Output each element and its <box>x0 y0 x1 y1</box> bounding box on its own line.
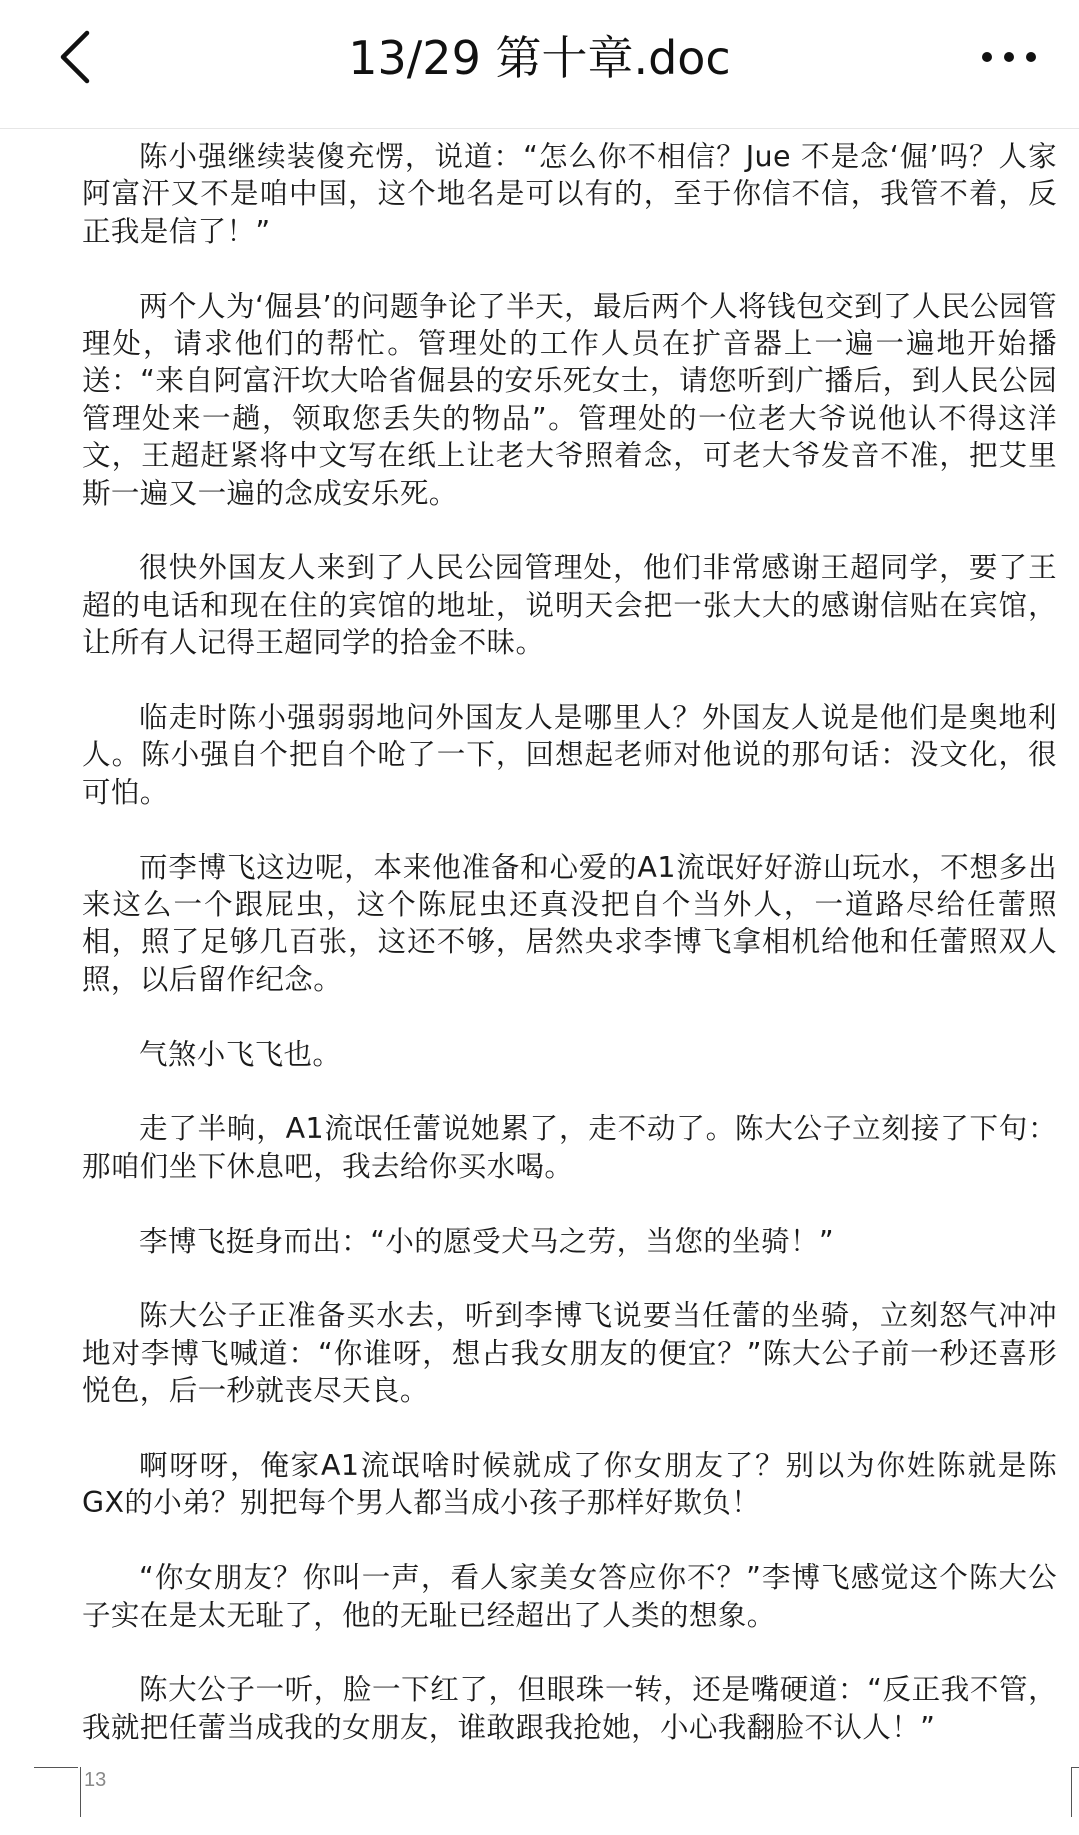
paragraph: 走了半晌，A1流氓任蕾说她累了，走不动了。陈大公子立刻接了下句：那咱们坐下休息吧，我去给你买水喝。 <box>82 1112 1057 1183</box>
more-options-button[interactable] <box>969 22 1049 92</box>
document-body[interactable] <box>82 138 1057 1784</box>
paragraph: 陈大公子一听，脸一下红了，但眼珠一转，还是嘴硬道：“反正我不管，我就把任蕾当成我的女朋友，谁敢跟我抢她，小心我翻脸不认人！” <box>82 1673 1057 1744</box>
paragraph: 啊呀呀，俺家A1流氓啥时候就成了你女朋友了？别以为你姓陈就是陈GX的小弟？别把每个男人都当成小孩子那样好欺负！ <box>82 1449 1057 1520</box>
paragraph: 李博飞挺身而出：“小的愿受犬马之劳，当您的坐骑！” <box>139 1224 835 1258</box>
paragraph: 陈小强继续装傻充愣，说道：“怎么你不相信？Jue 不是念‘倔’吗？人家阿富汗又不是咱中国，这个地名是可以有的，至于你信不信，我管不着，反正我是信了！” <box>82 140 1057 248</box>
paragraph: 陈大公子正准备买水去，听到李博飞说要当任蕾的坐骑，立刻怒气冲冲地对李博飞喊道：“你谁呀，想占我女朋友的便宜？”陈大公子前一秒还喜形悦色，后一秒就丧尽天良。 <box>82 1299 1057 1408</box>
paragraph: 气煞小飞飞也。 <box>139 1037 342 1071</box>
document-title: 13/29 第十章.doc <box>348 31 731 85</box>
paragraph: 两个人为‘倔县’的问题争论了半天，最后两个人将钱包交到了人民公园管理处，请求他们的帮忙。管理处的工作人员在扩音器上一遍一遍地开始播送：“来自阿富汗坎大哈省倔县的安乐死女士，请您听到广播后，到人民公园管理处来一趟，领取您丢失的物品”。管理处的一位老大爷说他认不得这洋文，王超赶紧将中文写在纸上让老大爷照着念，可老大爷发音不准，把艾里斯一遍又一遍的念成安乐死。 <box>82 289 1057 510</box>
paragraph: 临走时陈小强弱弱地问外国友人是哪里人？外国友人说是他们是奥地利人。陈小强自个把自个呛了一下，回想起老师对他说的那句话：没文化，很可怕。 <box>82 701 1057 809</box>
page-corner-mark-left <box>34 1767 78 1768</box>
chevron-left-icon <box>55 27 95 87</box>
paragraph: 而李博飞这边呢，本来他准备和心爱的A1流氓好好游山玩水，不想多出来这么一个跟屁虫，这个陈屁虫还真没把自个当外人，一道路尽给任蕾照相，照了足够几百张，这还不够，居然央求李博飞拿相机给他和任蕾照双人照，以后留作纪念。 <box>82 850 1057 996</box>
page-corner-mark-right-vertical <box>1071 1767 1072 1817</box>
page-corner-mark-right <box>1071 1767 1079 1768</box>
paragraph: 很快外国友人来到了人民公园管理处，他们非常感谢王超同学，要了王超的电话和现在住的宾馆的地址，说明天会把一张大大的感谢信贴在宾馆，让所有人记得王超同学的拾金不昧。 <box>82 551 1057 660</box>
back-button[interactable] <box>40 22 110 92</box>
more-horizontal-icon <box>979 49 1039 65</box>
page-number: 13 <box>84 1769 107 1791</box>
paragraph: “你女朋友？你叫一声，看人家美女答应你不？”李博飞感觉这个陈大公子实在是太无耻了，他的无耻已经超出了人类的想象。 <box>82 1561 1057 1632</box>
top-bar <box>0 0 1079 129</box>
page-margin-line <box>80 1767 81 1817</box>
